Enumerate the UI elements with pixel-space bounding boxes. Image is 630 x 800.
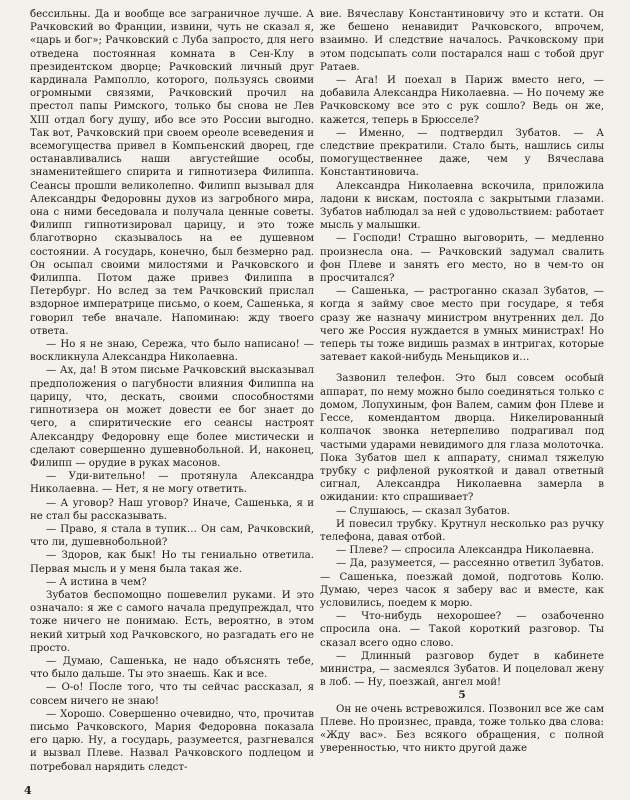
left-column — [30, 8, 314, 774]
paragraph-spacer — [320, 364, 604, 372]
paragraph: — Уди-вительно! — протянула Александра Николаевна. — Нет, я не могу ответить. — [30, 471, 314, 496]
paragraph: Он не очень встревожился. Позвонил все же сам Плеве. Но произнес, правда, тоже только два слова: «Жду вас». Без всякого обращения, с полной уверенностью, что никто другой даже — [320, 703, 604, 755]
paragraph: Зубатов беспомощно пошевелил руками. И это означало: я же с самого начала предупреждал, что тоже ничего не понимаю. Есть, вероятно, в этом некий хитрый ход Рачковского, но разгадать его не просто. — [30, 589, 314, 654]
paragraph: — Ага! И поехал в Париж вместо него, — добавила Александра Николаевна. — Но почему же Рачковскому все это с рук сошло? Ведь он же, кажется, теперь в Брюсселе? — [320, 75, 604, 126]
paragraph: — А истина в чем? — [46, 576, 147, 588]
paragraph: — А уговор? Наш уговор? Иначе, Сашенька, я и не стал бы рассказывать. — [30, 497, 314, 522]
paragraph: — Слушаюсь, — сказал Зубатов. — [336, 505, 511, 517]
paragraph: — Плеве? — спросила Александра Николаевна. — [336, 545, 594, 557]
paragraph: — Здоров, как бык! Но ты гениально ответила. Первая мысль и у меня была такая же. — [30, 550, 314, 575]
paragraph: — Длинный разговор будет в кабинете министра, — засмеялся Зубатов. И поцеловал жену в лоб. — Ну, поезжай, ангел мой! — [320, 650, 604, 689]
paragraph: — О-о! После того, что ты сейчас рассказал, я совсем ничего не знаю! — [30, 682, 314, 707]
paragraph: — Именно, — подтвердил Зубатов. — А следствие прекратили. Стало быть, нашлись силы помогущественнее даже, чем у Вячеслава Константиновича. — [320, 127, 604, 179]
paragraph: Зазвонил телефон. Это был совсем особый аппарат, по нему можно было соединяться только с домом, Лопухиным, фон Валем, самим фон Плеве и Гессе, комендантом дворца. Никелированный колпачок звонка нетерпеливо подрагивал под частыми ударами невидимого для глаза молоточка. Пока Зубатов шел к аппарату, снимал тяжелую трубку с рифленой рукояткой и давал ответный сигнал, Александра Николаевна замерла в ожидании: кто спрашивает? — [320, 373, 604, 504]
paragraph: И повесил трубку. Крутнул несколько раз ручку телефона, давая отбой. — [320, 518, 604, 543]
paragraph: Александра Николаевна вскочила, приложила ладони к вискам, постояла с закрытыми глазами. Зубатов наблюдал за ней с удовольствием: работает мысль у малышки. — [320, 180, 604, 232]
page-number: 4 — [24, 784, 32, 797]
paragraph: — Да, разумеется, — рассеянно ответил Зубатов. — Сашенька, поезжай домой, подготовь Колю. Думаю, через часок я заберу вас и вместе, как условились, поедем к морю. — [320, 558, 604, 609]
paragraph: — Хорошо. Совершенно очевидно, что, прочитав письмо Рачковского, Мария Федоровна показала его царю. Ну, а государь, разумеется, разгневался и вызвал Плеве. Назвал Рачковского подлецом и потребовал нарядить следст- — [30, 708, 314, 773]
section-number: 5 — [458, 689, 466, 702]
paragraph: — Сашенька, — растроганно сказал Зубатов, — когда я займу свое место при государе, я тебя сразу же назначу министром внутренних дел. До чего же Россия нуждается в умных министрах! Но теперь ты тоже видишь размах в интригах, которые затевает какой-нибудь Меньщиков и… — [320, 286, 604, 364]
right-column — [320, 8, 604, 755]
paragraph: вие. Вячеславу Константиновичу это и кстати. Он же бешено ненавидит Рачковского, впрочем, взаимно. И следствие началось. Рачковскому при этом подсыпать соли постарался наш с тобой друг Ратаев. — [320, 9, 604, 73]
paragraph: — Ах, да! В этом письме Рачковский высказывал предположения о пагубности влияния Филиппа на царицу, что, дескать, своими способностями гипнотизера он может довести ее бог знает до чего, а спиритические его сеансы настроят Александру Федоровну еще более мистически и сделают совершенно душевнобольной. И, наконец, Филипп — орудие в руках масонов. — [30, 365, 314, 469]
paragraph: — Что-нибудь нехорошее? — озабоченно спросила она. — Такой короткий разговор. Ты сказал всего одно слово. — [320, 611, 604, 649]
paragraph: бессильны. Да и вообще все заграничное лучше. А Рачковский во Франции, извини, чуть не сказал я, «царь и бог»; Рачковский с Луба запросто, для него отведена постоянная комната в Сен-Клу в президентском дворце; Рачковский личный друг кардинала Рамполло, которого, пользуясь своими огромными связями, Рачковский прочил на престол папы Римского, только бы снова не Лев XIII отдал богу душу, ибо все это России выгодно. Так вот, Рачковский при своем ореоле всеведения и всемогущества привел в Компьенский дворец, где останавливались наши августейшие особы, знаменитейшего спирита и гипнотизера Филиппа. Сеансы прошли великолепно. Филипп вызывал для Александры Федоровны духов из загробного мира, она с ними беседовала и получала ценные советы. Филипп гипнотизировал царицу, и это тоже благотворно сказывалось на ее душевном состоянии. А государь, конечно, был безмерно рад. Он осыпал своими милостями и Рачковского и Филиппа. Потом даже привез Филиппа в Петербург. Но вслед за тем Рачковский прислал вздорное императрице письмо, о коем, Сашенька, я говорил тебе вначале. Напоминаю: жду твоего ответа. — [30, 9, 314, 337]
paragraph: — Но я не знаю, Сережа, что было написано! — воскликнула Александра Николаевна. — [30, 339, 314, 364]
paragraph: — Право, я стала в тупик… Он сам, Рачковский, что ли, душевнобольной? — [30, 523, 314, 549]
paragraph: — Господи! Страшно выговорить, — медленно произнесла она. — Рачковский задумал свалить фон Плеве и занять его место, но в чем-то он просчитался? — [320, 233, 604, 285]
paragraph: — Думаю, Сашенька, не надо объяснять тебе, что было дальше. Ты это знаешь. Как и все. — [30, 655, 314, 681]
